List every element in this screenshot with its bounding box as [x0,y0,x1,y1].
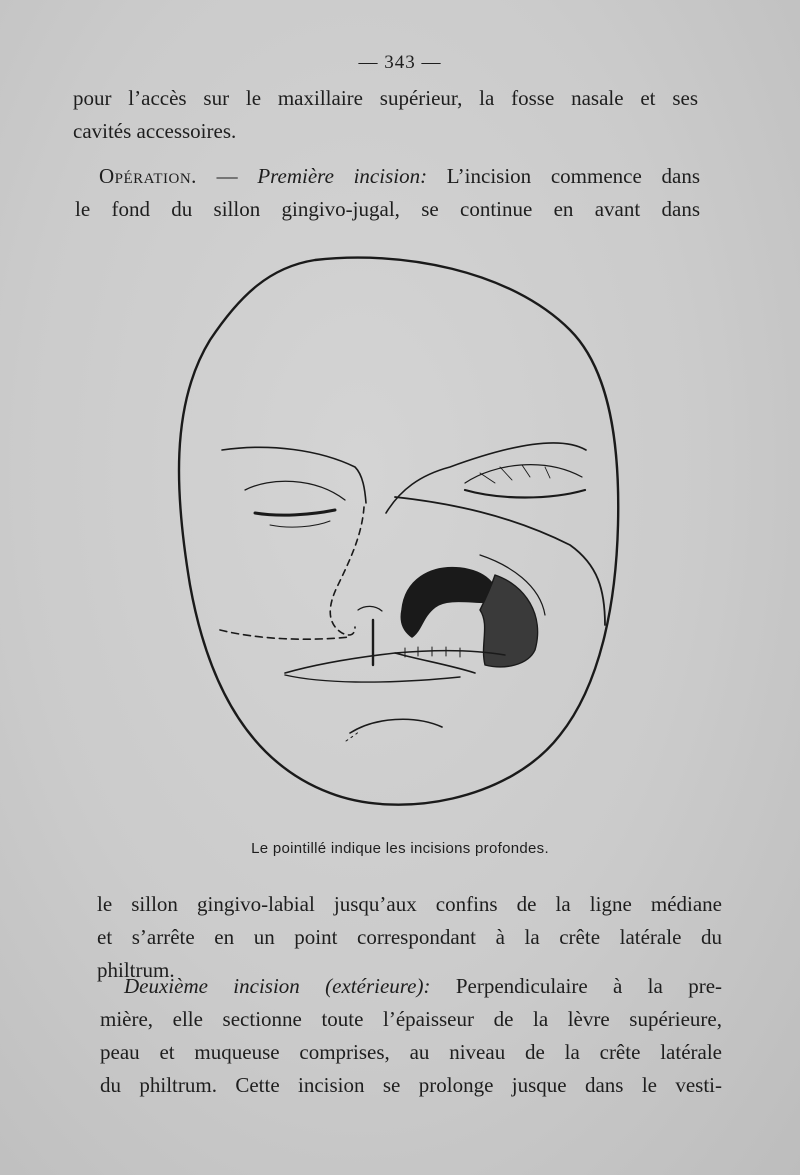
text-fragment: L’incision commence dans [427,164,700,188]
cheek-dashed-incision [220,630,350,639]
face-outline [179,258,618,805]
left-eyebrow-shape [222,447,366,503]
text-line: et s’arrête en un point correspondant à la crête latérale du [97,925,722,949]
section-label: Opération. [99,164,197,188]
paragraph-operation [75,160,700,226]
text-line [75,160,700,193]
chin-crease [350,719,442,733]
paragraph-intro [73,82,698,148]
text-line: du philtrum. Cette incision se prolonge jusque dans le vesti- [100,1073,722,1097]
right-eyebrow-shape [386,443,586,513]
face-illustration [150,245,630,825]
left-eye-shape [245,481,345,500]
right-eye-lid [465,490,585,498]
text-fragment: Perpendiculaire à la pre- [430,974,723,998]
nasal-opening [401,568,496,637]
dash: — [196,164,258,188]
text-line: mière, elle sectionne toute l’épaisseur de la lèvre supérieure, [100,1007,722,1031]
left-eye-lid [255,510,335,515]
subsection-title: Première incision: [257,164,428,188]
text-line: philtrum. [97,958,175,982]
text-line: cavités accessoires. [73,119,237,143]
text-line: peau et muqueuse comprises, au niveau de la crête latérale [100,1040,722,1064]
nose-dashed-incision [330,507,364,635]
text-line [100,970,722,1003]
text-line: le sillon gingivo-labial jusqu’aux confins de la ligne médiane [97,892,722,916]
subsection-title: Deuxième incision (extérieure): [124,974,431,998]
paragraph-second-incision [100,970,722,1102]
text-line: pour l’accès sur le maxillaire supérieur, la fosse nasale et ses [73,86,698,110]
page-number: — 343 — [358,52,442,73]
figure-caption: Le pointillé indique les incisions profondes. [251,840,549,857]
text-line: le fond du sillon gingivo-jugal, se continue en avant dans [75,197,700,221]
